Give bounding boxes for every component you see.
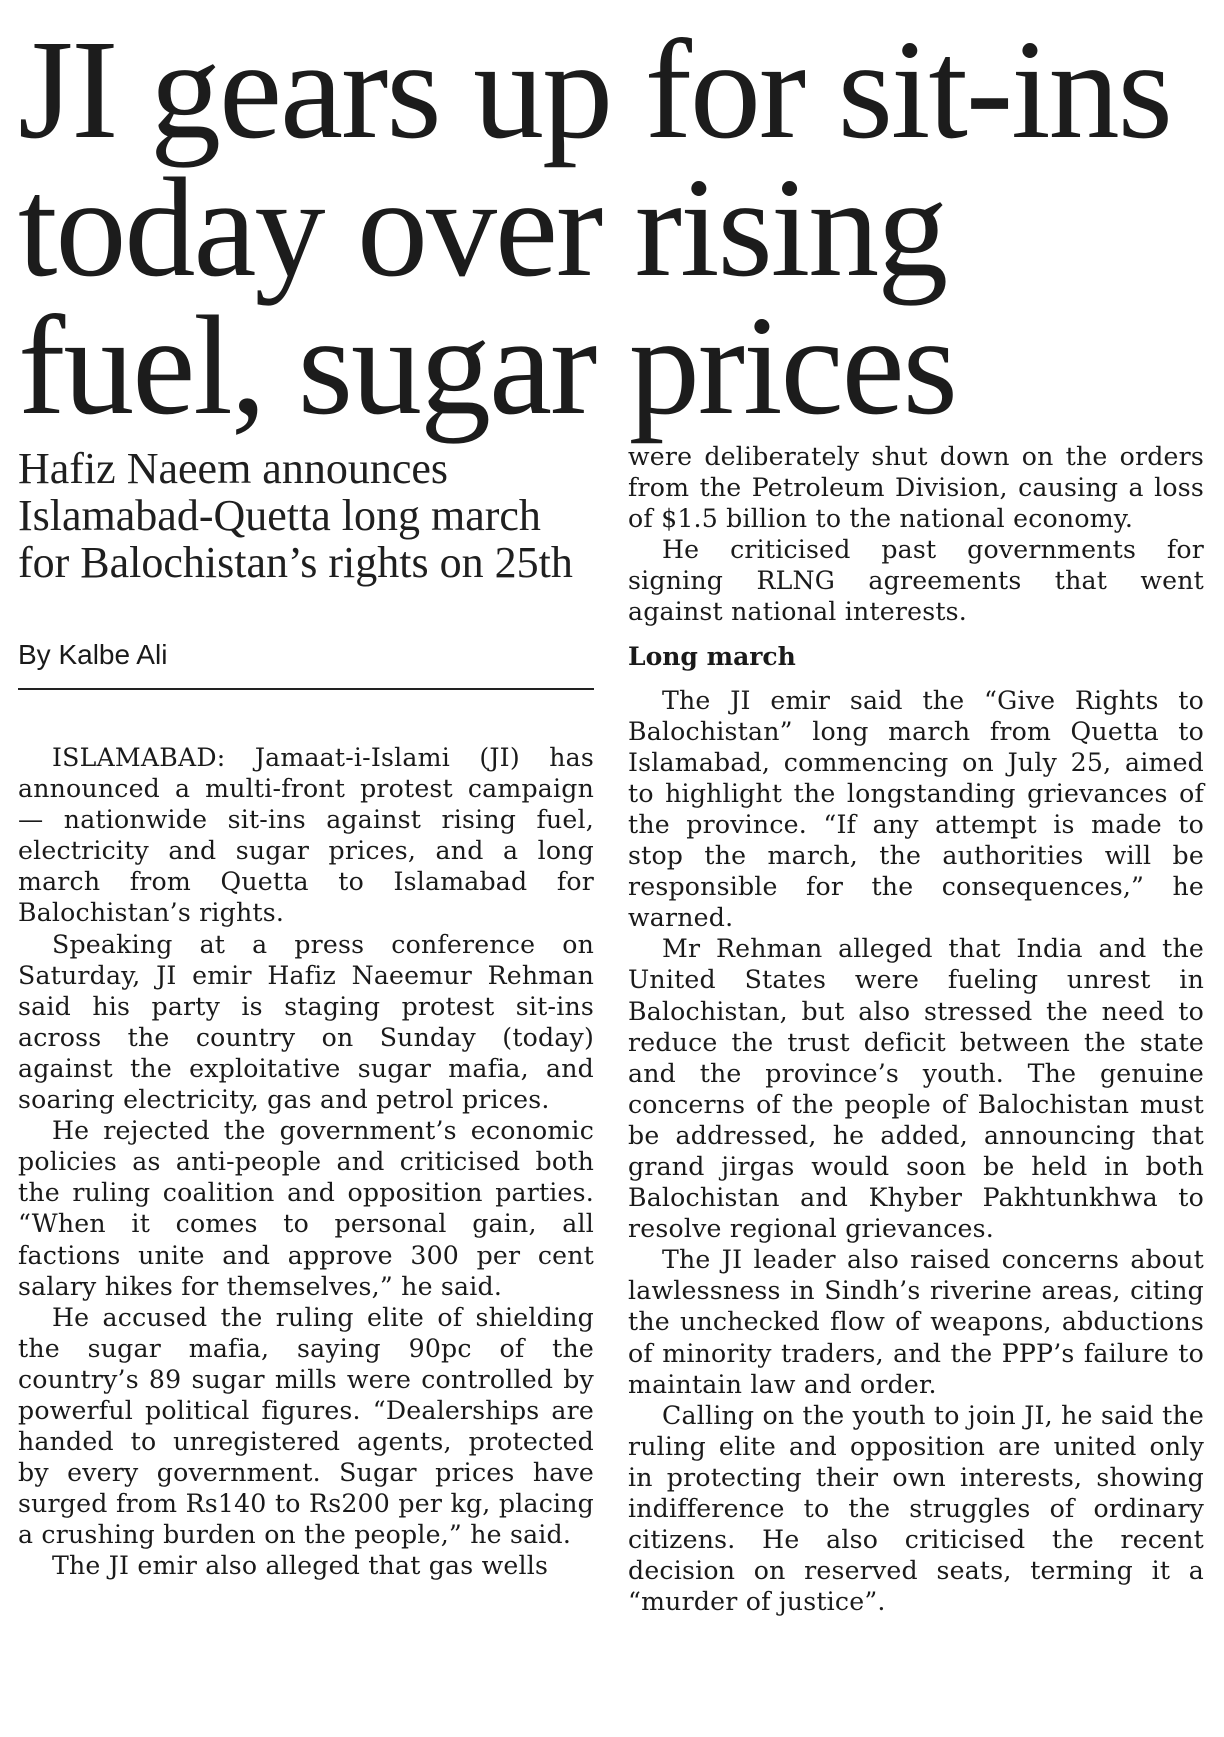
paragraph: The JI leader also raised concerns about lawlessness in Sindh’s riverine areas, citing the unchecked flow of weapons, abductions of minority traders, and the PPP’s failure to maintain law and order. [628,1245,1204,1399]
headline: JI gears up for sit-ins today over rising fuel, sugar prices [18,10,1171,444]
paragraph: He rejected the government’s economic policies as anti-people and criticised both the ruling coalition and opposition parties. “When it comes to personal gain, all factions unite and approve 300 per cent salary hikes for themselves,” he said. [18,1116,594,1301]
byline: By Kalbe Ali [18,640,594,690]
paragraph: ISLAMABAD: Jamaat-i-Islami (JI) has announced a multi-front protest campaign — nationwide sit-ins against rising fuel, electricity and sugar prices, and a long march from Quetta to Islamabad for Balochistan’s rights. [18,743,594,928]
paragraph: Speaking at a press conference on Saturday, JI emir Hafiz Naeemur Rehman said his party is staging protest sit-ins across the country on Sunday (today) against the exploitative sugar mafia, and soaring electricity, gas and petrol prices. [18,929,594,1115]
paragraph: The JI emir said the “Give Rights to Balochistan” long march from Quetta to Islamabad, commencing on July 25, aimed to highlight the longstanding grievances of the province. “If any attempt is made to stop the march, the authorities will be responsible for the consequences,” he warned. [628,685,1204,933]
left-column [18,445,594,1582]
paragraph: Calling on the youth to join JI, he said the ruling elite and opposition are united only in protecting their own interests, showing indifference to the struggles of ordinary citizens. He also criticised the recent decision on reserved seats, terming it a “murder of justice”. [628,1400,1204,1617]
subheadline: Hafiz Naeem announces Islamabad-Quetta long march for Balochistan’s rights on 25th [18,444,573,587]
paragraph-continued: were deliberately shut down on the orders from the Petroleum Division, causing a loss of $1.5 billion to the national economy. [628,442,1204,534]
paragraph: The JI emir also alleged that gas wells [52,1551,549,1581]
left-body [18,742,594,1582]
right-column [628,441,1204,1617]
paragraph: Mr Rehman alleged that India and the United States were fueling unrest in Balochistan, but also stressed the need to reduce the trust deficit between the state and the province’s youth. The genuine concerns of the people of Balochistan must be addressed, he added, announcing that grand jirgas would soon be held in both Balochistan and Khyber Pakhtunkhwa to resolve regional grievances. [628,934,1204,1244]
paragraph: He criticised past governments for signing RLNG agreements that went against national interests. [628,535,1204,627]
paragraph: He accused the ruling elite of shielding the sugar mafia, saying 90pc of the country’s 89 sugar mills were controlled by powerful political figures. “Dealerships are handed to unregistered agents, protected by every government. Sugar prices have surged from Rs140 to Rs200 per kg, placing a crushing burden on the people,” he said. [18,1302,594,1550]
section-heading: Long march [628,641,796,671]
